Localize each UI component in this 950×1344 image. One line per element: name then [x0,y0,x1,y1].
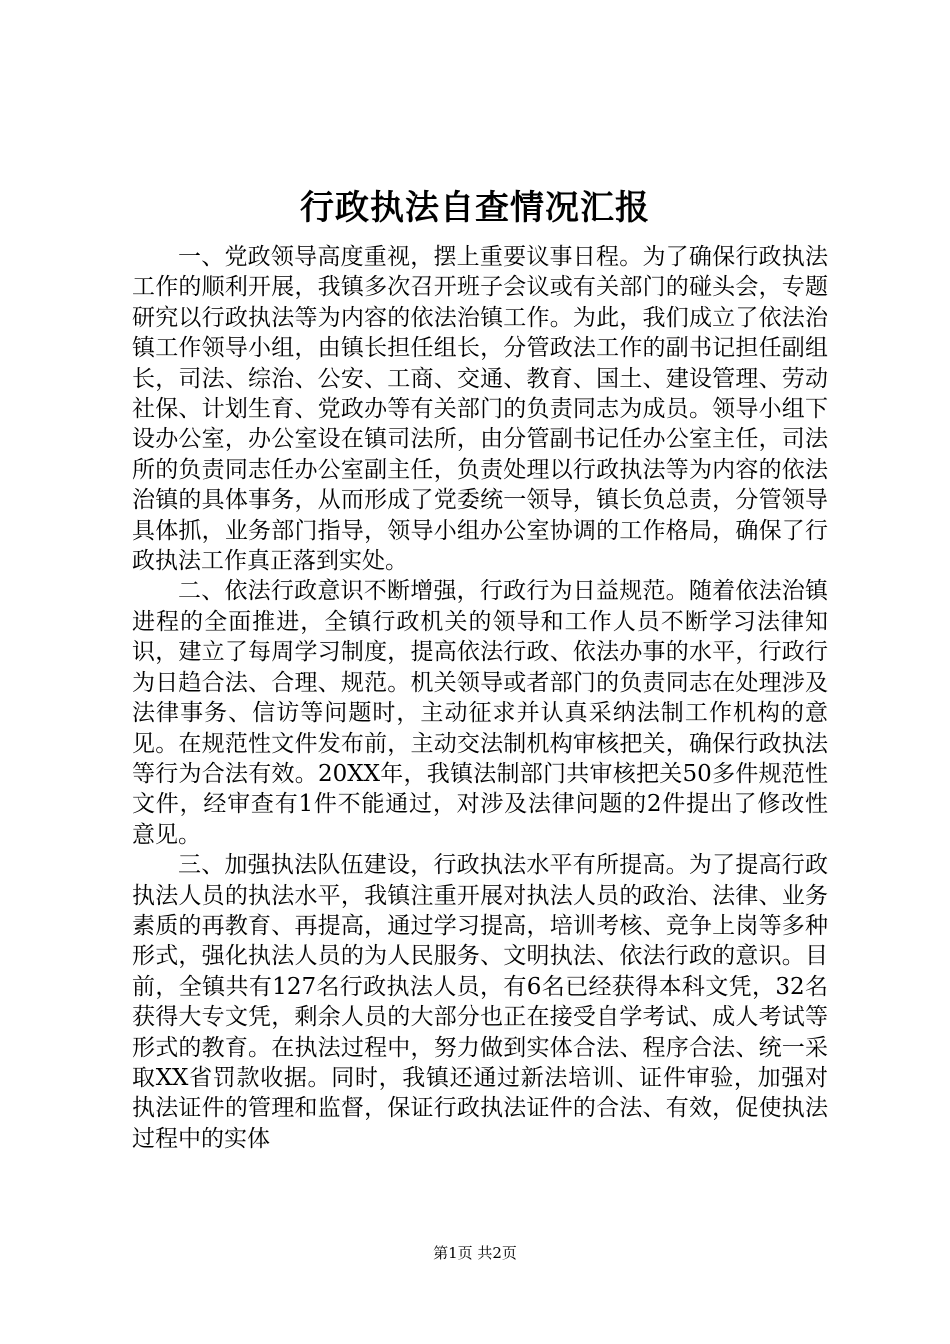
document-body [132,242,828,1154]
paragraph-1: 一、党政领导高度重视，摆上重要议事日程。为了确保行政执法工作的顺利开展，我镇多次召开班子会议或有关部门的碰头会，专题研究以行政执法等为内容的依法治镇工作。为此，我们成立了依法治镇工作领导小组，由镇长担任组长，分管政法工作的副书记担任副组长，司法、综治、公安、工商、交通、教育、国土、建设管理、劳动社保、计划生育、党政办等有关部门的负责同志为成员。领导小组下设办公室，办公室设在镇司法所，由分管副书记任办公室主任，司法所的负责同志任办公室副主任，负责处理以行政执法等为内容的依法治镇的具体事务，从而形成了党委统一领导，镇长负总责，分管领导具体抓，业务部门指导，领导小组办公室协调的工作格局，确保了行政执法工作真正落到实处。 [132,244,828,575]
document-title: 行政执法自查情况汇报 [300,188,650,228]
paragraph-3: 三、加强执法队伍建设，行政执法水平有所提高。为了提高行政执法人员的执法水平，我镇注重开展对执法人员的政治、法律、业务素质的再教育、再提高，通过学习提高，培训考核、竞争上岗等多种形式，强化执法人员的为人民服务、文明执法、依法行政的意识。目前，全镇共有127名行政执法人员，有6名已经获得本科文凭，32名获得大专文凭，剩余人员的大部分也正在接受自学考试、成人考试等形式的教育。在执法过程中，努力做到实体合法、程序合法、统一采取XX省罚款收据。同时，我镇还通过新法培训、证件审验，加强对执法证件的管理和监督，保证行政执法证件的合法、有效，促使执法过程中的实体 [132,852,828,1152]
page-number-footer: 第1页 共2页 [433,1244,517,1262]
paragraph-2: 二、依法行政意识不断增强，行政行为日益规范。随着依法治镇进程的全面推进，全镇行政机关的领导和工作人员不断学习法律知识，建立了每周学习制度，提高依法行政、依法办事的水平，行政行为日趋合法、合理、规范。机关领导或者部门的负责同志在处理涉及法律事务、信访等问题时，主动征求并认真采纳法制工作机构的意见。在规范性文件发布前，主动交法制机构审核把关，确保行政执法等行为合法有效。20XX年，我镇法制部门共审核把关50多件规范性文件，经审查有1件不能通过，对涉及法律问题的2件提出了修改性意见。 [132,578,828,848]
